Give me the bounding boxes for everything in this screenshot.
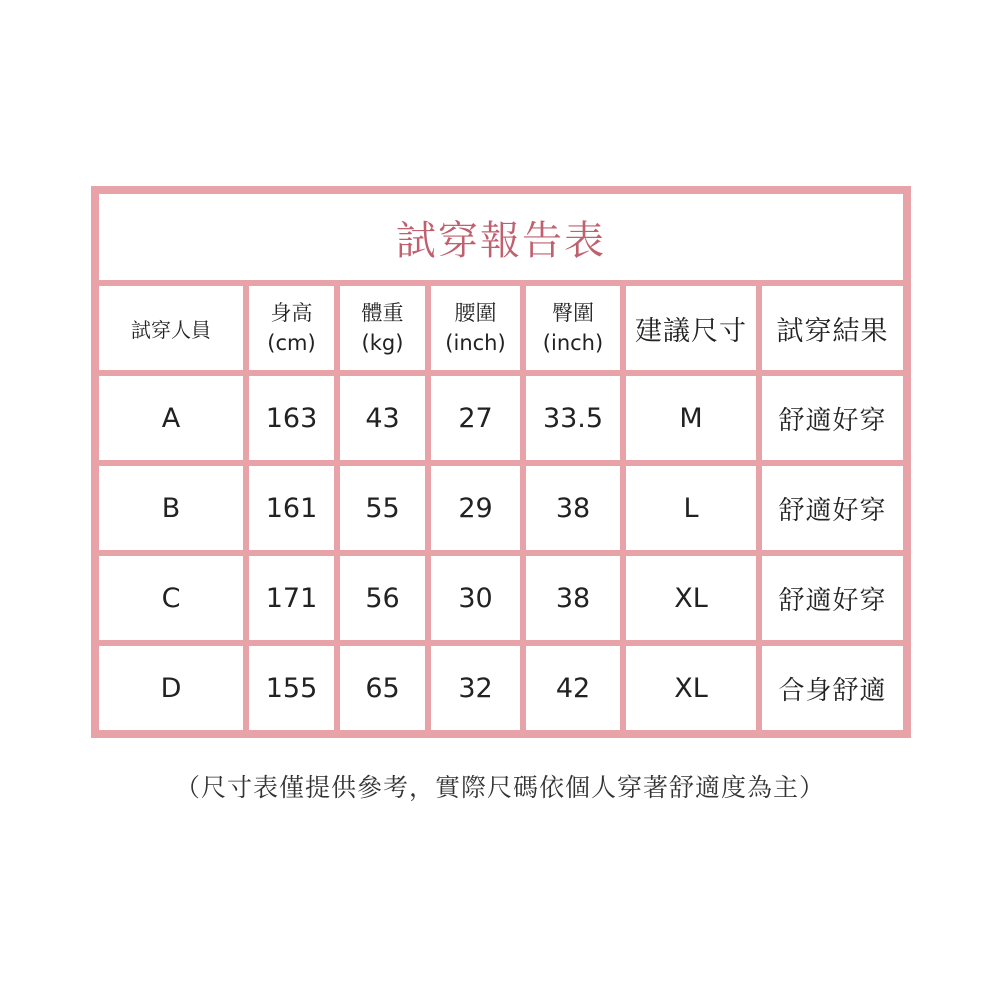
- row-d-height: 155: [249, 646, 334, 730]
- row-a-tester: A: [99, 376, 243, 460]
- row-b-waist: 29: [431, 466, 520, 550]
- row-a-size: M: [626, 376, 756, 460]
- row-b-result: 舒適好穿: [762, 466, 903, 550]
- header-weight: [340, 286, 425, 370]
- row-c-height: 171: [249, 556, 334, 640]
- row-a-hip: 33.5: [526, 376, 620, 460]
- header-size: 建議尺寸: [626, 286, 756, 370]
- header-hip-unit: (inch): [542, 331, 604, 355]
- row-c-result: 舒適好穿: [762, 556, 903, 640]
- row-a-waist: 27: [431, 376, 520, 460]
- header-height-unit: (cm): [267, 331, 316, 355]
- header-hip: [526, 286, 620, 370]
- size-report-table: [91, 186, 911, 738]
- disclaimer-note: （尺寸表僅提供參考，實際尺碼依個人穿著舒適度為主）: [174, 773, 825, 802]
- header-waist-label: 腰圍: [454, 301, 497, 325]
- row-d-waist: 32: [431, 646, 520, 730]
- row-b-height: 161: [249, 466, 334, 550]
- row-d-weight: 65: [340, 646, 425, 730]
- table-title: 試穿報告表: [99, 194, 903, 280]
- row-a-weight: 43: [340, 376, 425, 460]
- row-b-weight: 55: [340, 466, 425, 550]
- row-c-weight: 56: [340, 556, 425, 640]
- header-result: 試穿結果: [762, 286, 903, 370]
- header-height: [249, 286, 334, 370]
- row-b-hip: 38: [526, 466, 620, 550]
- row-c-size: XL: [626, 556, 756, 640]
- row-d-size: XL: [626, 646, 756, 730]
- header-waist: [431, 286, 520, 370]
- row-d-tester: D: [99, 646, 243, 730]
- row-d-result: 合身舒適: [762, 646, 903, 730]
- header-height-label: 身高: [270, 301, 313, 325]
- header-waist-unit: (inch): [445, 331, 506, 355]
- row-c-waist: 30: [431, 556, 520, 640]
- header-weight-label: 體重: [361, 301, 404, 325]
- row-c-tester: C: [99, 556, 243, 640]
- row-c-hip: 38: [526, 556, 620, 640]
- header-weight-unit: (kg): [361, 331, 404, 355]
- row-b-size: L: [626, 466, 756, 550]
- row-b-tester: B: [99, 466, 243, 550]
- row-d-hip: 42: [526, 646, 620, 730]
- header-hip-label: 臀圍: [552, 301, 594, 325]
- header-tester: 試穿人員: [99, 286, 243, 370]
- row-a-result: 舒適好穿: [762, 376, 903, 460]
- row-a-height: 163: [249, 376, 334, 460]
